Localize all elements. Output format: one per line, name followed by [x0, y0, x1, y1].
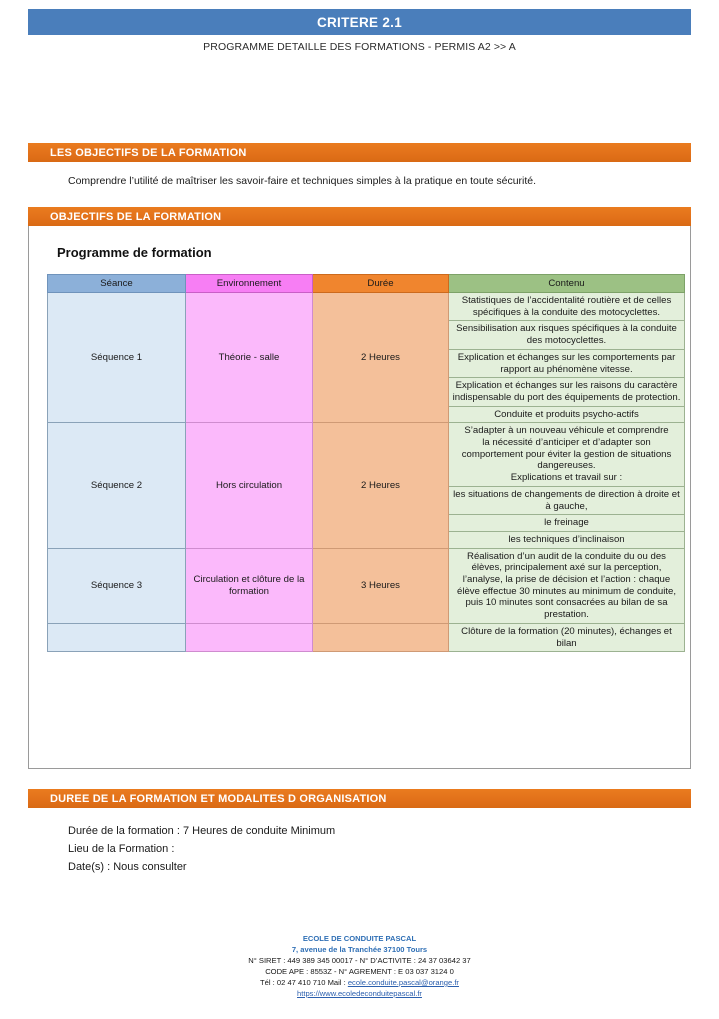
cell-contenu: Conduite et produits psycho-actifs — [449, 406, 685, 423]
table-row — [48, 423, 685, 487]
cell-contenu: Sensibilisation aux risques spécifiques à la conduite des motocyclettes. — [449, 321, 685, 349]
cell-contenu: Explication et échanges sur les raisons du caractère indispensable du port des équipements de protection. — [449, 378, 685, 406]
cell-contenu: Réalisation d’un audit de la conduite du ou des élèves, principalement axé sur la perception, l’analyse, la prise de décision et l’action : chaque élève effectue 30 minutes au minimum de conduite, puis 10 minutes sont consacrées au bilan de sa prestation. — [449, 548, 685, 623]
footer-address: 7, avenue de la Tranchée 37100 Tours — [291, 945, 428, 954]
footer-tel-label: Tél : 02 47 410 710 Mail : — [260, 978, 348, 987]
cell-environnement: Circulation et clôture de la formation — [186, 548, 313, 623]
table-row — [48, 293, 685, 321]
cell-environnement — [186, 623, 313, 651]
table-body — [48, 293, 685, 652]
table-header-row — [48, 275, 685, 293]
section-header-duree-label: DUREE DE LA FORMATION ET MODALITES D ORGANISATION — [50, 792, 387, 805]
footer-website-line — [0, 988, 719, 999]
footer-contact-line — [0, 977, 719, 988]
programme-table — [47, 274, 685, 652]
table-row — [48, 623, 685, 651]
footer-siret: N° SIRET : 449 389 345 00017 - N° D’ACTIVITE : 24 37 03642 37 — [248, 956, 471, 965]
cell-seance: Séquence 1 — [48, 293, 186, 423]
objectifs-description: Comprendre l’utilité de maîtriser les savoir-faire et techniques simples à la pratique en toute sécurité. — [68, 175, 537, 187]
duree-line-lieu: Lieu de la Formation : — [68, 842, 175, 855]
section-header-duree — [28, 789, 691, 808]
column-header-duree: Durée — [313, 275, 449, 293]
cell-contenu: le freinage — [449, 515, 685, 532]
footer-ape: CODE APE : 8553Z - N° AGREMENT : E 03 037 3124 0 — [265, 967, 454, 976]
page-title: CRITERE 2.1 — [316, 14, 403, 30]
section-header-programme — [28, 207, 691, 226]
cell-seance — [48, 623, 186, 651]
cell-duree: 2 Heures — [313, 293, 449, 423]
cell-duree: 2 Heures — [313, 423, 449, 548]
page-footer — [0, 933, 719, 999]
cell-duree — [313, 623, 449, 651]
column-header-seance: Séance — [48, 275, 186, 293]
column-header-contenu: Contenu — [449, 275, 685, 293]
section-header-objectifs-label: LES OBJECTIFS DE LA FORMATION — [50, 146, 247, 159]
duree-details — [68, 823, 335, 876]
page-subtitle: PROGRAMME DETAILLE DES FORMATIONS - PERMIS A2 >> A — [203, 41, 516, 53]
page-title-banner — [28, 9, 691, 35]
cell-environnement: Théorie - salle — [186, 293, 313, 423]
cell-environnement: Hors circulation — [186, 423, 313, 548]
footer-website-link[interactable]: https://www.ecoledeconduitepascal.fr — [297, 989, 422, 998]
cell-contenu: les situations de changements de direction à droite et à gauche, — [449, 486, 685, 514]
footer-company-name: ECOLE DE CONDUITE PASCAL — [302, 934, 417, 943]
cell-contenu: Clôture de la formation (20 minutes), échanges et bilan — [449, 623, 685, 651]
cell-contenu: Statistiques de l’accidentalité routière et de celles spécifiques à la conduite des motocyclettes. — [449, 293, 685, 321]
cell-seance: Séquence 3 — [48, 548, 186, 623]
section-header-programme-label: OBJECTIFS DE LA FORMATION — [50, 210, 222, 223]
cell-contenu: Explication et échanges sur les comportements par rapport au phénomène vitesse. — [449, 349, 685, 377]
cell-duree: 3 Heures — [313, 548, 449, 623]
cell-contenu: les techniques d’inclinaison — [449, 531, 685, 548]
duree-line-dates: Date(s) : Nous consulter — [68, 860, 187, 873]
programme-heading: Programme de formation — [57, 245, 212, 260]
duree-line-formation: Durée de la formation : 7 Heures de conduite Minimum — [68, 825, 336, 837]
table-row — [48, 548, 685, 623]
cell-seance: Séquence 2 — [48, 423, 186, 548]
cell-contenu: S’adapter à un nouveau véhicule et comprendre la nécessité d’anticiper et d’adapter son comportement pour éviter la gestion de situations dangereuses. Explications et travail sur : — [449, 423, 685, 487]
section-header-objectifs — [28, 143, 691, 162]
column-header-environnement: Environnement — [186, 275, 313, 293]
footer-email-link[interactable]: ecole.conduite.pascal@orange.fr — [347, 978, 459, 987]
